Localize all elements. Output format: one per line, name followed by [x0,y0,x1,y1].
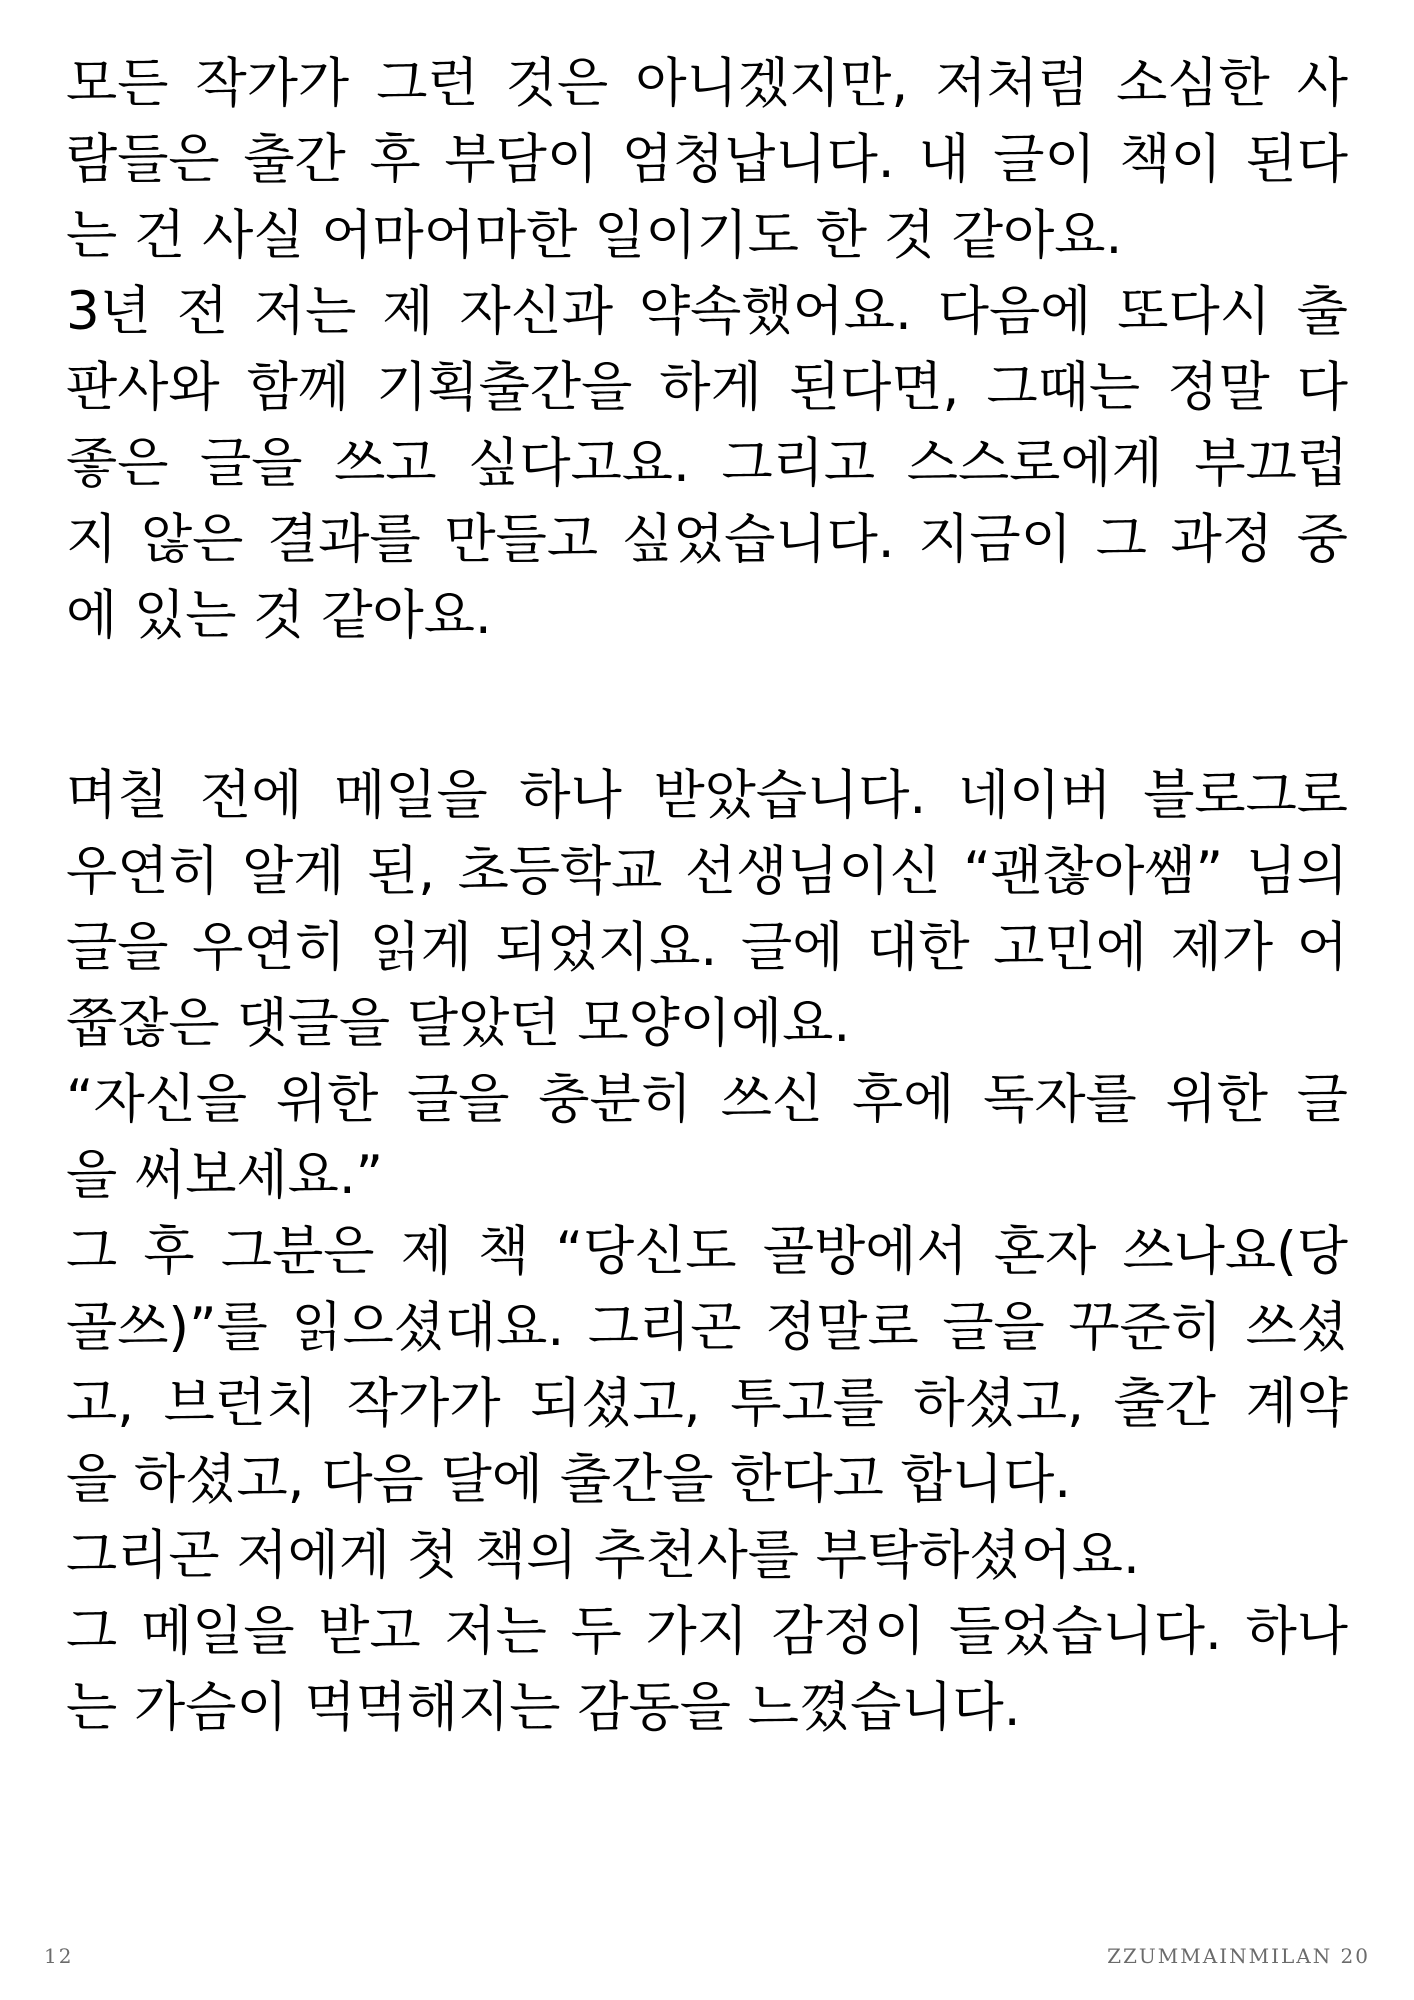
text-line: 글을 우연히 읽게 되었지요. 글에 대한 고민에 제가 어 [66,917,1348,978]
text-line: 지 않은 결과를 만들고 싶었습니다. 지금이 그 과정 중 [66,509,1348,570]
text-line: 그 후 그분은 제 책 “당신도 골방에서 혼자 쓰나요(당 [66,1221,1348,1282]
text-line: 고, 브런치 작가가 되셨고, 투고를 하셨고, 출간 계약 [66,1373,1348,1434]
text-line: “자신을 위한 글을 충분히 쓰신 후에 독자를 위한 글 [66,1069,1348,1130]
text-line: 골쓰)”를 읽으셨대요. 그리곤 정말로 글을 꾸준히 쓰셨 [66,1297,1348,1358]
text-line: 3년 전 저는 제 자신과 약속했어요. 다음에 또다시 출 [66,281,1348,342]
text-line: 며칠 전에 메일을 하나 받았습니다. 네이버 블로그로 [66,765,1348,826]
running-title: ZZUMMAINMILAN 20 [1107,1944,1370,1968]
text-line: 판사와 함께 기획출간을 하게 된다면, 그때는 정말 다 [66,357,1348,418]
text-line: 쭙잖은 댓글을 달았던 모양이에요. [66,993,851,1054]
text-line: 우연히 알게 된, 초등학교 선생님이신 “괜찮아쌤” 님의 [66,841,1348,902]
paragraph-gap [66,654,1348,758]
text-line: 람들은 출간 후 부담이 엄청납니다. 내 글이 책이 된다 [66,129,1348,190]
text-line: 에 있는 것 같아요. [66,585,492,646]
text-line: 모든 작가가 그런 것은 아니겠지만, 저처럼 소심한 사 [66,53,1348,114]
page-number: 12 [44,1944,74,1968]
body-text [66,46,1348,1746]
text-line: 는 건 사실 어마어마한 일이기도 한 것 같아요. [66,205,1123,266]
text-line: 을 써보세요.” [66,1145,384,1206]
text-line: 을 하셨고, 다음 달에 출간을 한다고 합니다. [66,1449,1072,1510]
text-line: 그리곤 저에게 첫 책의 추천사를 부탁하셨어요. [66,1525,1140,1586]
text-line: 는 가슴이 먹먹해지는 감동을 느꼈습니다. [66,1677,1021,1738]
text-line: 그 메일을 받고 저는 두 가지 감정이 들었습니다. 하나 [66,1601,1348,1662]
text-line: 좋은 글을 쓰고 싶다고요. 그리고 스스로에게 부끄럽 [66,433,1348,494]
